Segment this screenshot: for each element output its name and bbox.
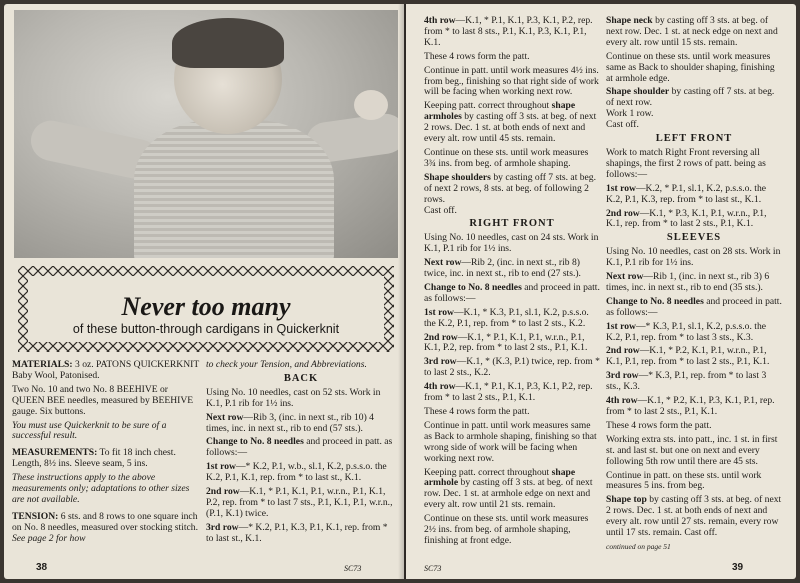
- rf-work-row: Work 1 row.: [606, 108, 654, 120]
- sl-change-text: and proceed in patt. as follows:—: [606, 295, 782, 318]
- back-cast-off: Cast off.: [424, 204, 457, 216]
- rf-patt-note: These 4 rows form the patt.: [424, 406, 530, 417]
- sl-row3-text: —* K.3, P.1, rep. from * to last 3 sts., K.3.: [606, 370, 767, 393]
- back-row2-text: —K.1, * P.1, K.1, P.1, w.r.n., P.1, K.1, P.2, rep. from * to last 7 sts., P.1, K.1, P.1, w.r.n., (P.1, K.1) twice.: [206, 486, 393, 519]
- sl-continue: Continue in patt. on these sts. until work measures 5 ins. from beg.: [606, 469, 762, 492]
- materials-text: 3 oz. PATONS QUICKERKNIT Baby Wool, Patonised.: [12, 359, 200, 381]
- measurements-text: To fit 18 inch chest. Length, 8½ ins. Sleeve seam, 5 ins.: [12, 447, 176, 470]
- rf-shoulder-label: Shape shoulder: [606, 86, 670, 98]
- rf-next-text: —Rib 2, (inc. in next st., rib 8) twice, inc. in next st., rib to end (27 sts.).: [424, 257, 581, 280]
- sl-row4-label: 4th row: [606, 395, 638, 407]
- sl-patt-note: These 4 rows form the patt.: [606, 419, 712, 431]
- rf-row2-text: —K.1, * P.1, K.1, P.1, w.r.n., P.1, K.1, P.2, rep. from * to last 2 sts., P.1, K.1.: [424, 331, 588, 354]
- rf-neck-text: by casting off 3 sts. at beg. of next row. Dec. 1 st. at neck edge on next and every alt. row until 15 sts. remain.: [606, 15, 778, 48]
- sl-row3-label: 3rd row: [606, 370, 639, 382]
- rf-continue: Continue in patt. until work measures same as Back to armhole shaping, finishing so that wrong side of work will be facing when working next row.: [424, 419, 597, 464]
- rf-change-label: Change to No. 8 needles: [424, 281, 522, 293]
- sl-top-text: by casting off 3 sts. at beg. of next 2 rows. Dec. 1 st. at both ends of next and every alt. row until 27 sts. remain, every row until 17 sts. remain. Cast off.: [606, 494, 782, 539]
- rf-row4-text: —K.1, * P.1, K.1, P.3, K.1, P.2, rep. from * to last 2 sts., P.1, K.1.: [424, 381, 593, 404]
- sl-increase: Working extra sts. into patt., inc. 1 st. in first st. and last st. but one on next and every following 5th row until there are 45 sts.: [606, 433, 778, 467]
- lf-row1-text: —K.2, * P.1, sl.1, K.2, p.s.s.o. the K.2, P.1, K.3, rep. from * to last st., K.1.: [606, 182, 766, 205]
- needles-text: Two No. 10 and two No. 8 BEEHIVE or QUEEN BEE needles, measured by BEEHIVE gauge. Six buttons.: [12, 383, 194, 417]
- back-next-row-text: —Rib 3, (inc. in next st., rib 10) 4 times, inc. in next st., rib to end (57 sts.).: [206, 411, 374, 434]
- left-front-heading: LEFT FRONT: [655, 133, 733, 145]
- back-row3-label: 3rd row: [206, 521, 239, 533]
- sl-change-label: Change to No. 8 needles: [606, 295, 704, 307]
- rf-row4-label: 4th row: [424, 381, 456, 393]
- back-continue-armhole: Continue on these sts. until work measures 3¾ ins. from beg. of armhole shaping.: [424, 146, 589, 169]
- back-heading: BACK: [283, 372, 319, 384]
- pattern-code-right: SC73: [424, 564, 442, 573]
- rf-row1-label: 1st row: [424, 306, 454, 318]
- baby-photo: [14, 10, 398, 258]
- lf-intro: Work to match Right Front reversing all shapings, the first 2 rows of patt. being as follows:—: [606, 146, 766, 180]
- rf-cast-on: Using No. 10 needles, cast on 24 sts. Work in K.1, P.1 rib for 1½ ins.: [424, 232, 599, 255]
- back-continue: Continue in patt. until work measures 4½ ins. from beg., finishing so that right side of work will be facing when working next row.: [424, 64, 599, 98]
- rf-continue-shoulder: Continue on these sts. until work measures same as Back to shoulder shaping, finishing at armhole edge.: [606, 50, 775, 84]
- tension-continued: to check your Tension, and Abbreviations.: [206, 359, 367, 370]
- sl-row1-text: —* K.3, P.1, sl.1, K.2, p.s.s.o. the K.2, P.1, rep. from * to last 3 sts., K.3.: [606, 320, 766, 343]
- lf-row2-label: 2nd row: [606, 207, 640, 219]
- rf-shoulder-text: by casting off 7 sts. at beg. of next row.: [606, 86, 775, 109]
- sl-next-text: —Rib 1, (inc. in next st., rib 3) 6 times, inc. in next st., rib to end (35 sts.).: [606, 271, 770, 293]
- rf-next-label: Next row: [424, 257, 462, 269]
- back-shoulders-text: by casting off 7 sts. at beg. of next 2 rows, 8 sts. at beg. of following 2 rows.: [424, 171, 597, 205]
- tension-see: See page 2 for how: [12, 532, 86, 544]
- sl-next-label: Next row: [606, 271, 644, 283]
- baby-hair: [172, 18, 284, 68]
- tension-text: 6 sts. and 8 rows to one square inch on No. 8 needles, measured over stocking stitch.: [12, 510, 198, 533]
- rf-row2-label: 2nd row: [424, 331, 458, 343]
- right-column-1: [424, 16, 600, 550]
- tension-label: TENSION:: [12, 510, 59, 522]
- rf-continue-armhole: Continue on these sts. until work measures 2½ ins. from beg. of armhole shaping, finishing at front edge.: [424, 513, 589, 546]
- rf-row3-text: —K.1, * (K.3, P.1) twice, rep. from * to last 2 sts., K.2.: [424, 356, 600, 379]
- rf-cast-off: Cast off.: [606, 119, 639, 131]
- left-column-materials: [12, 360, 202, 548]
- sl-cast-on: Using No. 10 needles, cast on 28 sts. Work in K.1, P.1 rib for 1½ ins.: [606, 246, 781, 269]
- back-armhole-label: shape armholes: [424, 100, 576, 123]
- materials-label: MATERIALS:: [12, 359, 73, 370]
- rf-row1-text: —K.1, * K.3, P.1, sl.1, K.2, p.s.s.o. the K.2, P.1, rep. from * to last 2 sts., K.2.: [424, 306, 589, 329]
- back-patt-note: These 4 rows form the patt.: [424, 50, 530, 62]
- sl-top-label: Shape top: [606, 494, 647, 506]
- sl-row2-text: —K.1, * P.2, K.1, P.1, w.r.n., P.1, K.1, P.1, rep. from * to last 2 sts., P.1, K.1.: [606, 345, 770, 368]
- sl-row2-label: 2nd row: [606, 345, 640, 357]
- back-row4-label: 4th row: [424, 15, 456, 26]
- back-change-text: and proceed in patt. as follows:—: [206, 436, 393, 459]
- back-row2-label: 2nd row: [206, 486, 240, 498]
- rf-neck-label: Shape neck: [606, 15, 653, 26]
- page-subtitle: of these button-through cardigans in Quickerknit: [72, 322, 340, 336]
- continued-note: continued on page 51: [606, 541, 671, 551]
- back-next-row-label: Next row: [206, 411, 244, 423]
- lf-row2-text: —K.1, * P.3, K.1, P.1, w.r.n., P.1, K.1, rep. from * to last 2 sts., P.1, K.1.: [606, 207, 767, 230]
- rf-row3-label: 3rd row: [424, 356, 457, 368]
- baby-hand: [354, 90, 388, 120]
- back-row1-text: —* K.2, P.1, w.b., sl.1, K.2, p.s.s.o. the K.2, P.1, K.1, rep. from * to last st., K.1.: [206, 461, 387, 484]
- page-title: Never too many: [121, 292, 291, 321]
- left-page: [4, 4, 404, 579]
- quickerknit-note: You must use Quickerknit to be sure of a successful result.: [12, 419, 167, 442]
- right-front-heading: RIGHT FRONT: [469, 218, 555, 230]
- lf-row1-label: 1st row: [606, 182, 636, 194]
- back-row4-text: —K.1, * P.1, K.1, P.3, K.1, P.2, rep. from * to last 8 sts., P.1, K.1, P.3, K.1, P.1, K.1.: [424, 15, 593, 48]
- back-row1-label: 1st row: [206, 461, 236, 473]
- sl-row4-text: —K.1, * P.2, K.1, P.3, K.1, P.1, rep. from * to last 2 sts., P.1, K.1.: [606, 395, 775, 417]
- back-row3-text: —* K.2, P.1, K.3, P.1, K.1, rep. from * to last st., K.1.: [206, 521, 388, 544]
- back-armhole-text: by casting off 3 sts. at beg. of next 2 rows. Dec. 1 st. at both ends of next and every alt. row until 45 sts. remain.: [424, 111, 597, 145]
- left-column-back: [206, 360, 396, 548]
- back-armhole-intro: Keeping patt. correct throughout: [424, 100, 550, 112]
- measurements-note: These instructions apply to the above measurements only; adaptations to other sizes are not available.: [12, 472, 190, 505]
- back-change-label: Change to No. 8 needles: [206, 436, 304, 448]
- right-page: [406, 4, 796, 579]
- sleeves-heading: SLEEVES: [666, 232, 722, 244]
- sl-row1-label: 1st row: [606, 320, 636, 332]
- right-column-2: [606, 16, 782, 556]
- pattern-code-left: SC73: [344, 564, 362, 573]
- measurements-label: MEASUREMENTS:: [12, 447, 98, 459]
- page-number-right: 39: [732, 562, 744, 573]
- rf-change-text: and proceed in patt. as follows:—: [424, 281, 600, 304]
- rf-armhole-text: by casting off 3 sts. at beg. of next row. Dec. 1 st. at armhole edge on next and every alt. row until 21 sts. remain.: [424, 477, 593, 511]
- back-cast-on: Using No. 10 needles, cast on 52 sts. Work in K.1, P.1 rib for 1½ ins.: [206, 386, 381, 409]
- cardigan-body: [134, 120, 334, 258]
- rf-armhole-intro: Keeping patt. correct throughout: [424, 466, 550, 478]
- back-shoulders-label: Shape shoulders: [424, 171, 491, 183]
- page-number-left: 38: [36, 562, 48, 573]
- rf-armhole-label: shape armhole: [424, 466, 576, 489]
